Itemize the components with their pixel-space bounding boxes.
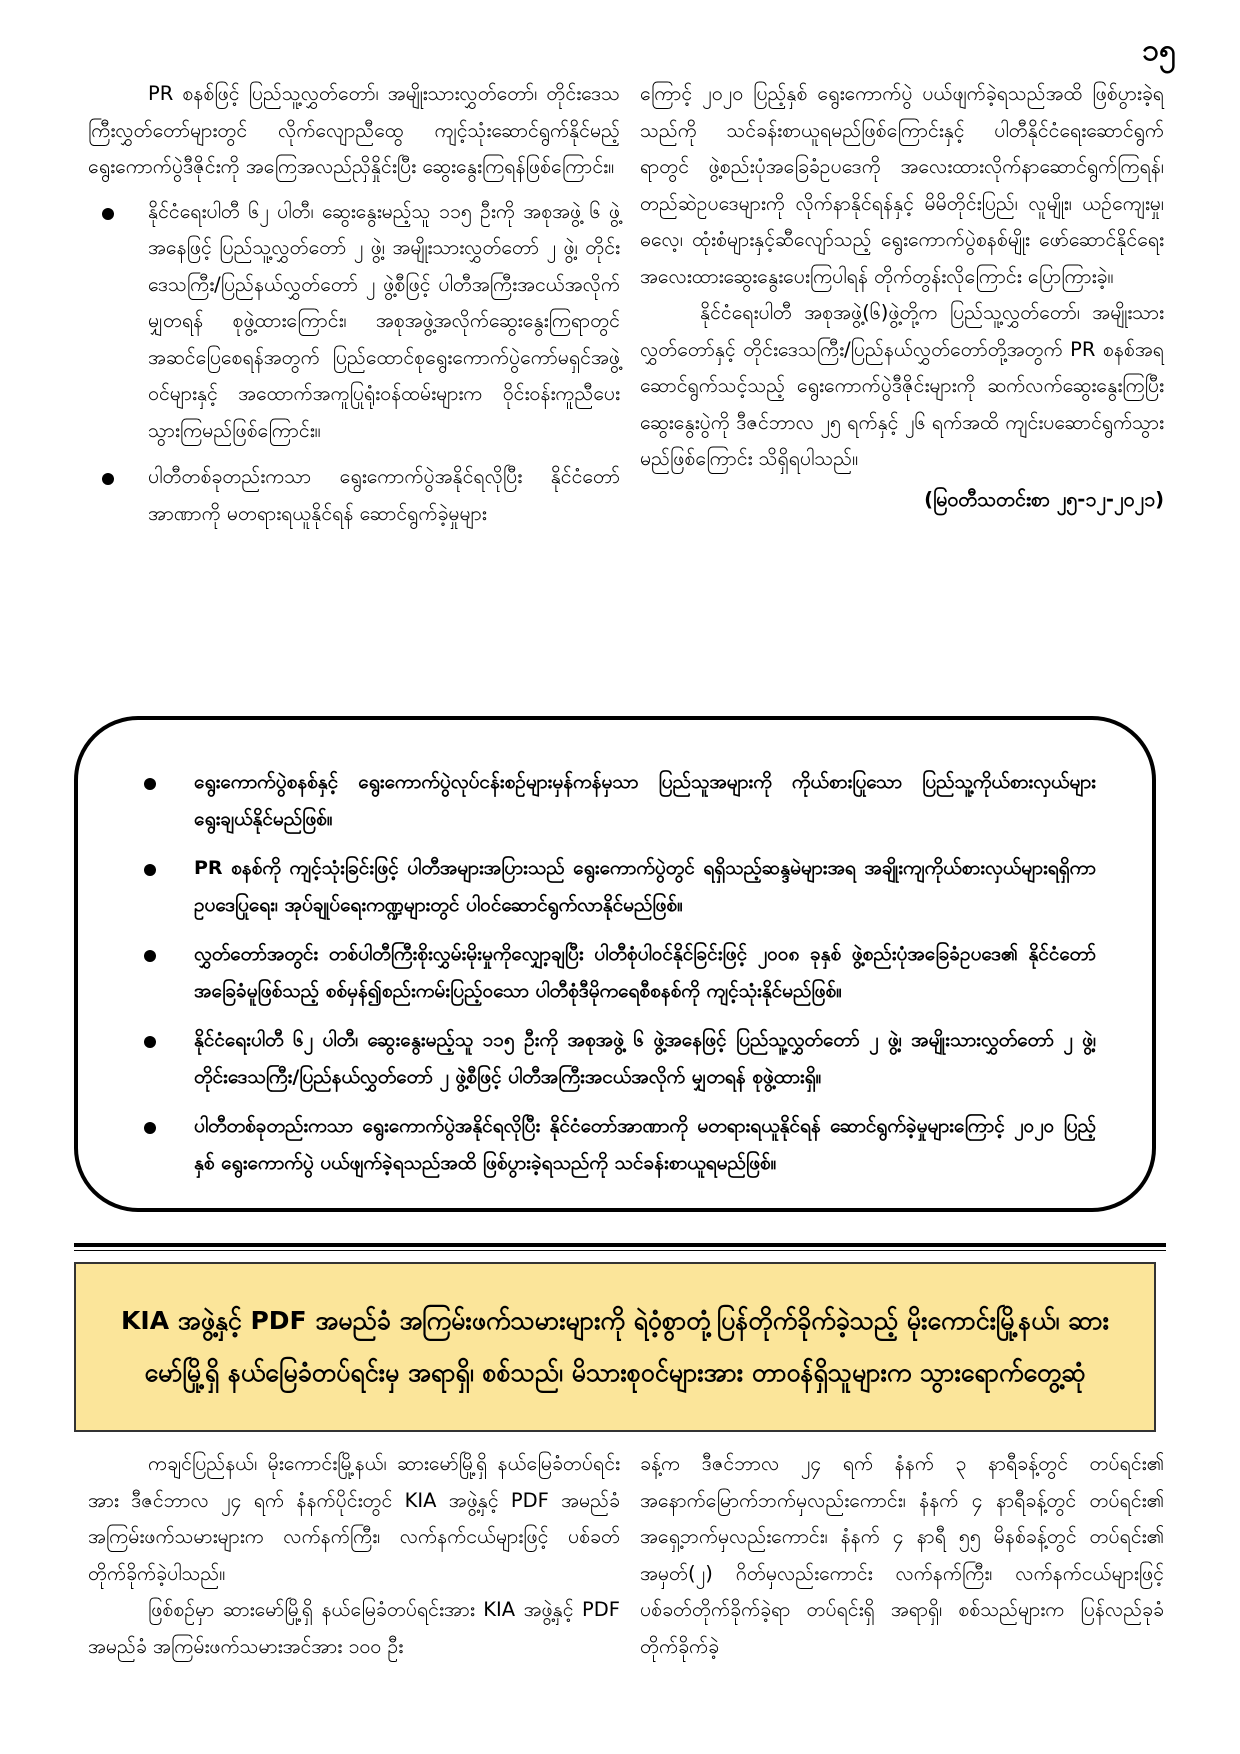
bottom-right-column — [640, 1446, 1164, 1665]
continuation-paragraph: ခန့်က ဒီဇင်ဘာလ ၂၄ ရက် နံနက် ၃ နာရီခန့်တွင် တပ်ရင်း၏ အနောက်မြောက်ဘက်မှလည်းကောင်း၊ နံနက် ၄ နာရီခန့်တွင် တပ်ရင်း၏ အရှေ့ဘက်မှလည်းကောင်း၊ နံနက် ၄ နာရီ ၅၅ မိနစ်ခန့်တွင် တပ်ရင်း၏ အမှတ်(၂) ဂိတ်မှလည်းကောင်း လက်နက်ကြီး၊ လက်နက်ငယ်များဖြင့် ပစ်ခတ်တိုက်ခိုက်ခဲ့ရာ တပ်ရင်းရှိ အရာရှိ၊ စစ်သည်များက ပြန်လည်ခုခံတိုက်ခိုက်ခဲ့ — [640, 1452, 1164, 1658]
lead-paragraph: PR စနစ်ဖြင့် ပြည်သူ့လွှတ်တော်၊ အမျိုးသားလွှတ်တော်၊ တိုင်းဒေသကြီးလွှတ်တော်များတွင် လိုက်လျောညီထွေ ကျင့်သုံးဆောင်ရွက်နိုင်မည့် ရွေးကောက်ပွဲဒီဇိုင်းကို အကြေအလည်ညှိနှိုင်းပြီး ဆွေးနွေးကြရန်ဖြစ်ကြောင်း။ — [88, 82, 620, 178]
summary-item: လွှတ်တော်အတွင်း တစ်ပါတီကြီးစိုးလွှမ်းမိုးမှုကိုလျှော့ချပြီး ပါတီစုံပါဝင်နိုင်ခြင်းဖြင့် ၂၀၀၈ ခုနှစ် ဖွဲ့စည်းပုံအခြေခံဥပဒေ၏ နိုင်ငံတော်အခြေခံမူဖြစ်သည့် စစ်မှန်၍စည်းကမ်းပြည့်ဝသော ပါတီစုံဒီမိုကရေစီစနစ်ကို ကျင့်သုံးနိုင်မည်ဖြစ်။ — [136, 936, 1096, 1010]
summary-box — [74, 716, 1156, 1212]
page-number: ၁၅ — [1142, 33, 1176, 68]
summary-item: ရွေးကောက်ပွဲစနစ်နှင့် ရွေးကောက်ပွဲလုပ်ငန်းစဉ်များမှန်ကန်မှသာ ပြည်သူအများကို ကိုယ်စားပြုသော ပြည်သူ့ကိုယ်စားလှယ်များ ရွေးချယ်နိုင်မည်ဖြစ်။ — [136, 764, 1096, 838]
article-headline: KIA အဖွဲ့နှင့် PDF အမည်ခံ အကြမ်းဖက်သမားများကို ရဲဝံ့စွာတုံ့ပြန်တိုက်ခိုက်ခဲ့သည့် မိုးကောင်းမြို့နယ်၊ ဆားမော်မြို့ရှိ နယ်မြေခံတပ်ရင်းမှ အရာရှိ၊ စစ်သည်၊ မိသားစုဝင်များအား တာဝန်ရှိသူများက သွားရောက်တွေ့ဆုံ — [121, 1306, 1109, 1387]
summary-list — [136, 764, 1096, 1182]
headline-box — [74, 1262, 1156, 1432]
body-paragraph: နိုင်ငံရေးပါတီ အစုအဖွဲ့(၆)ဖွဲ့တို့က ပြည်သူ့လွှတ်တော်၊ အမျိုးသားလွှတ်တော်နှင့် တိုင်းဒေသကြီး/ပြည်နယ်လွှတ်တော်တို့အတွက် PR စနစ်အရ ဆောင်ရွက်သင့်သည့် ရွေးကောက်ပွဲဒီဇိုင်းများကို ဆက်လက်ဆွေးနွေးကြပြီး ဆွေးနွေးပွဲကို ဒီဇင်ဘာလ ၂၅ ရက်နှင့် ၂၆ ရက်အထိ ကျင်းပဆောင်ရွက်သွားမည်ဖြစ်ကြောင်း သိရှိရပါသည်။ — [640, 301, 1164, 470]
source-citation: (မြဝတီသတင်းစာ ၂၅-၁၂-၂၀၂၁) — [924, 487, 1164, 511]
summary-item: နိုင်ငံရေးပါတီ ၆၂ ပါတီ၊ ဆွေးနွေးမည့်သူ ၁၁၅ ဦးကို အစုအဖွဲ့ ၆ ဖွဲ့အနေဖြင့် ပြည်သူ့လွှတ်တော် ၂ ဖွဲ့၊ အမျိုးသားလွှတ်တော် ၂ ဖွဲ့၊ တိုင်းဒေသကြီး/ပြည်နယ်လွှတ်တော် ၂ ဖွဲ့စီဖြင့် ပါတီအကြီးအငယ်အလိုက် မျှတရန် စုဖွဲ့ထားရှိ။ — [136, 1022, 1096, 1096]
bottom-left-column — [88, 1446, 620, 1665]
top-left-column — [88, 76, 620, 542]
body-paragraph: ဖြစ်စဉ်မှာ ဆားမော်မြို့ရှိ နယ်မြေခံတပ်ရင်းအား KIA အဖွဲ့နှင့် PDF အမည်ခံ အကြမ်းဖက်သမားအင်အား ၁၀၀ ဦး — [88, 1598, 620, 1658]
summary-item: PR စနစ်ကို ကျင့်သုံးခြင်းဖြင့် ပါတီအများအပြားသည် ရွေးကောက်ပွဲတွင် ရရှိသည့်ဆန္ဒမဲများအရ အချိုးကျကိုယ်စားလှယ်များရရှိကာ ဥပဒေပြုရေး၊ အုပ်ချုပ်ရေးကဏ္ဍများတွင် ပါဝင်ဆောင်ရွက်လာနိုင်မည်ဖြစ်။ — [136, 850, 1096, 924]
section-divider — [74, 1243, 1166, 1251]
bullet-list — [88, 194, 620, 533]
body-paragraph: ကချင်ပြည်နယ်၊ မိုးကောင်းမြို့နယ်၊ ဆားမော်မြို့ရှိ နယ်မြေခံတပ်ရင်းအား ဒီဇင်ဘာလ ၂၄ ရက် နံနက်ပိုင်းတွင် KIA အဖွဲ့နှင့် PDF အမည်ခံ အကြမ်းဖက်သမားများက လက်နက်ကြီး၊ လက်နက်ငယ်များဖြင့် ပစ်ခတ်တိုက်ခိုက်ခဲ့ပါသည်။ — [88, 1452, 620, 1585]
summary-item: ပါတီတစ်ခုတည်းကသာ ရွေးကောက်ပွဲအနိုင်ရလိုပြီး နိုင်ငံတော်အာဏာကို မတရားရယူနိုင်ရန် ဆောင်ရွက်ခဲ့မှုများကြောင့် ၂၀၂၀ ပြည့်နှစ် ရွေးကောက်ပွဲ ပယ်ဖျက်ခဲ့ရသည်အထိ ဖြစ်ပွားခဲ့ရသည်ကို သင်ခန်းစာယူရမည်ဖြစ်။ — [136, 1108, 1096, 1182]
bullet-item: ပါတီတစ်ခုတည်းကသာ ရွေးကောက်ပွဲအနိုင်ရလိုပြီး နိုင်ငံတော်အာဏာကို မတရားရယူနိုင်ရန် ဆောင်ရွက်ခဲ့မှုများ — [88, 459, 620, 532]
top-right-column — [640, 76, 1164, 518]
bullet-item: နိုင်ငံရေးပါတီ ၆၂ ပါတီ၊ ဆွေးနွေးမည့်သူ ၁၁၅ ဦးကို အစုအဖွဲ့ ၆ ဖွဲ့အနေဖြင့် ပြည်သူ့လွှတ်တော် ၂ ဖွဲ့၊ အမျိုးသားလွှတ်တော် ၂ ဖွဲ့၊ တိုင်းဒေသကြီး/ပြည်နယ်လွှတ်တော် ၂ ဖွဲ့စီဖြင့် ပါတီအကြီးအငယ်အလိုက် မျှတရန် စုဖွဲ့ထားကြောင်း၊ အစုအဖွဲ့အလိုက်ဆွေးနွေးကြရာတွင် အဆင်ပြေစေရန်အတွက် ပြည်ထောင်စုရွေးကောက်ပွဲကော်မရှင်အဖွဲ့ဝင်များနှင့် အထောက်အကူပြုရုံးဝန်ထမ်းများက ဝိုင်းဝန်းကူညီပေးသွားကြမည်ဖြစ်ကြောင်း။ — [88, 194, 620, 450]
continuation-paragraph: ကြောင့် ၂၀၂၀ ပြည့်နှစ် ရွေးကောက်ပွဲ ပယ်ဖျက်ခဲ့ရသည်အထိ ဖြစ်ပွားခဲ့ရသည်ကို သင်ခန်းစာယူရမည်ဖြစ်ကြောင်းနှင့် ပါတီနိုင်ငံရေးဆောင်ရွက်ရာတွင် ဖွဲ့စည်းပုံအခြေခံဥပဒေကို အလေးထားလိုက်နာဆောင်ရွက်ကြရန်၊ တည်ဆဲဥပဒေများကို လိုက်နာနိုင်ရန်နှင့် မိမိတိုင်းပြည်၊ လူမျိုး၊ ယဉ်ကျေးမှု၊ ဓလေ့၊ ထုံးစံများနှင့်ဆီလျော်သည့် ရွေးကောက်ပွဲစနစ်မျိုး ဖော်ဆောင်နိုင်ရေး အလေးထားဆွေးနွေးပေးကြပါရန် တိုက်တွန်းလိုကြောင်း ပြောကြားခဲ့။ — [640, 82, 1164, 288]
